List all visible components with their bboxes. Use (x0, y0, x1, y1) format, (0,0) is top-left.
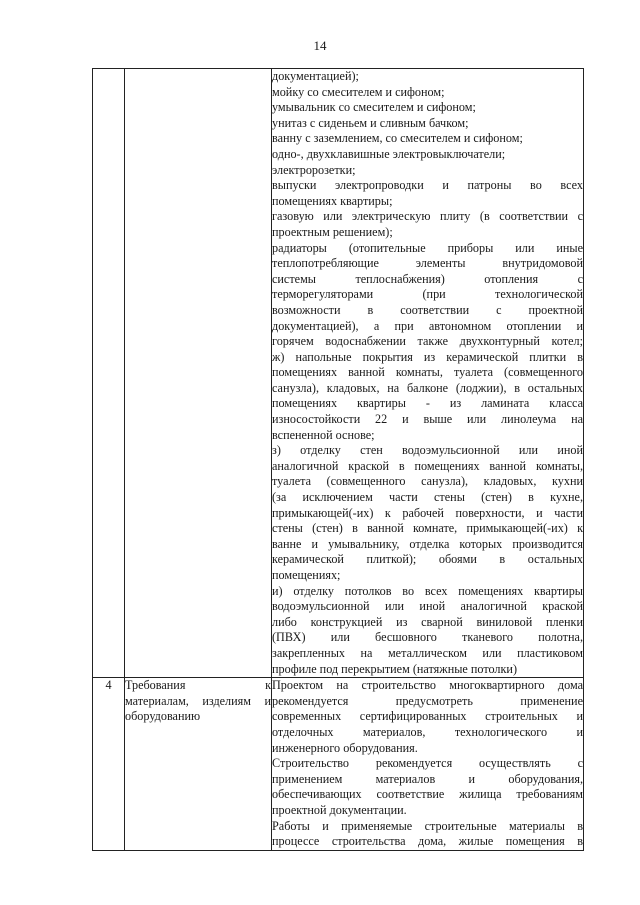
text-line: помещениях ванной комнаты, туалета (совмещенного (272, 365, 583, 380)
text-line: помещениях; (272, 568, 341, 582)
row-name-cell (125, 678, 272, 851)
text-line: Строительство рекомендуется осуществлять с (272, 756, 583, 771)
text-line: помещениях квартиры - из ламината класса (272, 396, 583, 411)
text-line: документацией); (272, 69, 359, 83)
text-line: теплопотребляющие элементы внутридомовой (272, 256, 583, 271)
text-line: либо конструкцией из сварной виниловой пленки (272, 614, 583, 629)
text-line: помещениях квартиры; (272, 193, 393, 208)
text-line: применением материалов и оборудования, (272, 771, 583, 786)
table-row (93, 69, 584, 678)
text-line: процессе строительства дома, жилые помещения в (272, 834, 583, 849)
text-line: стены (стен) в ванной комнате, примыкающей(-их) к (272, 521, 583, 536)
row-text-cell (272, 69, 584, 678)
page-number: 14 (313, 38, 327, 53)
text-line: Требования к (125, 678, 271, 693)
text-line: материалам, изделиям и (125, 693, 271, 708)
text-line: ванну с заземлением, со смесителем и сифоном; (272, 131, 523, 146)
text-line: унитаз с сиденьем и сливным бачком; (272, 115, 469, 130)
text-line: мойку со смесителем и сифоном; (272, 84, 445, 99)
text-line: (ПВХ) или бесшовного тканевого полотна, (272, 630, 583, 645)
text-line: одно-, двухклавишные электровыключатели; (272, 146, 506, 161)
text-line: санузла), кладовых, на балконе (лоджии), в остальных (272, 380, 583, 395)
text-line: газовую или электрическую плиту (в соответствии с (272, 209, 583, 224)
text-line: современных сертифицированных строительных и (272, 709, 583, 724)
row-text-cell (272, 678, 584, 851)
text-line: (за исключением части стены (стен) в кухне, (272, 490, 583, 505)
text-line: профиле под перекрытием (натяжные потолки) (272, 661, 518, 676)
text-line: керамической плиткой); обоями в остальных (272, 552, 583, 567)
text-line: и) отделку потолков во всех помещениях квартиры (272, 583, 583, 598)
row-number-cell: 4 (93, 678, 125, 851)
text-line: аналогичной краской в помещениях ванной комнаты, (272, 458, 583, 473)
text-line: оборудованию (125, 709, 201, 724)
text-line: проектным решением); (272, 224, 393, 239)
text-line: радиаторы (отопительные приборы или иные (272, 240, 583, 255)
text-line: горячем водоснабжении также двухконтурный котел; (272, 334, 583, 349)
text-line: водоэмульсионной или иной аналогичной краской (272, 599, 583, 614)
row-name-cell (125, 69, 272, 678)
table-row (93, 678, 584, 851)
text-line: туалета (совмещенного санузла), кладовых, кухни (272, 474, 583, 489)
text-line: износостойкости 22 и выше или линолеума на (272, 412, 583, 427)
text-line: выпуски электропроводки и патроны во всех (272, 178, 583, 193)
text-line: обеспечивающих соответствие жилища требованиям (272, 787, 583, 802)
text-line: закрепленных на металлическом или пластиковом (272, 645, 583, 660)
row-number-cell (93, 69, 125, 678)
text-line: примыкающей(-их) к рабочей поверхности, и части (272, 505, 583, 520)
text-line: документацией), а при автономном отоплении и (272, 318, 583, 333)
text-line: возможности в соответствии с проектной (272, 302, 583, 317)
text-line: рекомендуется предусмотреть применение (272, 693, 583, 708)
text-line: терморегуляторами (при технологической (272, 287, 583, 302)
text-line: инженерного оборудования. (272, 740, 418, 755)
text-line: вспененной основе; (272, 427, 375, 442)
text-line: умывальник со смесителем и сифоном; (272, 100, 476, 115)
text-line: ж) напольные покрытия из керамической плитки в (272, 349, 583, 364)
text-line: электророзетки; (272, 162, 356, 177)
requirements-table (92, 68, 584, 851)
text-line: Работы и применяемые строительные материалы в (272, 818, 583, 833)
text-line: отделочных материалов, технологического и (272, 724, 583, 739)
text-line: ванне и умывальнику, отделка которых производится (272, 536, 583, 551)
text-line: проектной документации. (272, 802, 407, 817)
text-line: системы теплоснабжения) отопления с (272, 271, 583, 286)
text-line: Проектом на строительство многоквартирного дома (272, 678, 583, 693)
text-line: з) отделку стен водоэмульсионной или иной (272, 443, 583, 458)
